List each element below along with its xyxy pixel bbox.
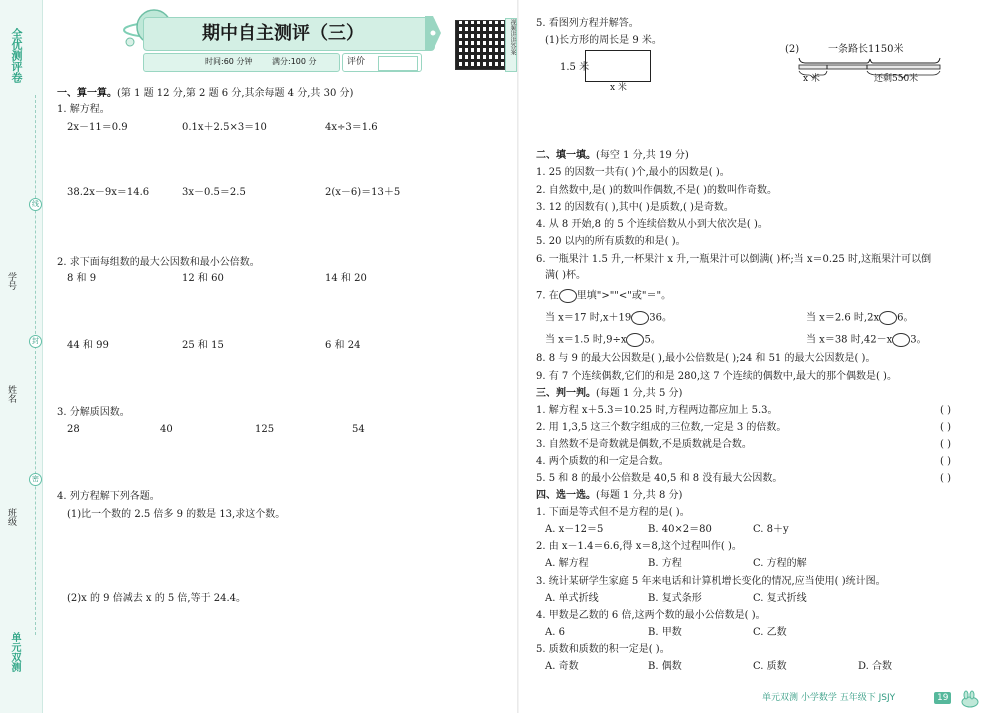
number: 54	[352, 424, 365, 435]
choice-option: D. 合数	[858, 661, 893, 672]
section1-title: 一、算一算。	[57, 88, 117, 99]
choice-option: A. x－12＝5	[545, 524, 604, 535]
road-total-label: 一条路长1150米	[828, 44, 904, 55]
compare-expr: 当 x＝17 时,x＋19	[545, 312, 632, 324]
choice-question: 4. 甲数是乙数的 6 倍,这两个数的最小公倍数是( )。	[536, 610, 766, 621]
choice-option: A. 单式折线	[545, 593, 599, 604]
binding-margin	[0, 0, 43, 713]
section2-note: (每空 1 分,共 19 分)	[596, 150, 689, 161]
answer-paren[interactable]: ( )	[940, 405, 951, 416]
rect-width-label: x 米	[610, 83, 627, 93]
section2-heading	[536, 150, 689, 162]
q5-part1: (1)长方形的周长是 9 米。	[545, 35, 662, 46]
judge-item: 1. 解方程 x＋5.3＝10.25 时,方程两边都应加上 5.3。	[536, 405, 778, 416]
brand-label: 全优测评卷	[10, 28, 23, 83]
fill-question: 5. 20 以内的所有质数的和是( )。	[536, 236, 686, 247]
blank-circle	[626, 333, 644, 347]
compare-item	[545, 311, 672, 325]
q3-label: 3. 分解质因数。	[57, 407, 130, 418]
compare-expr: 当 x＝1.5 时,9÷x	[545, 334, 627, 346]
qr-label: 视频讲讲答案	[505, 18, 517, 72]
page-fold	[517, 0, 519, 713]
choice-option: A. 解方程	[545, 558, 589, 569]
section4-heading	[536, 490, 682, 502]
compare-value: 6。	[897, 312, 914, 324]
choice-option: A. 6	[545, 627, 565, 638]
fill-question: 3. 12 的因数有( ),其中( )是质数,( )是奇数。	[536, 202, 734, 213]
equation: 38.2x－9x＝14.6	[67, 187, 150, 198]
answer-paren[interactable]: ( )	[940, 439, 951, 450]
choice-option: C. 8＋y	[753, 524, 789, 535]
number-pair: 25 和 15	[182, 340, 224, 351]
section1-heading	[57, 88, 353, 100]
choice-option: B. 复式条形	[648, 593, 702, 604]
eval-label: 评价	[347, 57, 366, 67]
answer-paren[interactable]: ( )	[940, 456, 951, 467]
cut-line	[35, 95, 36, 635]
fill-question: 8. 8 与 9 的最大公因数是( ),最小公倍数是( );24 和 51 的最大公因数是( )。	[536, 353, 876, 364]
choice-question: 3. 统计某研学生家庭 5 年来电话和计算机增长变化的情况,应当使用( )统计图。	[536, 576, 886, 587]
choice-option: B. 偶数	[648, 661, 682, 672]
judge-item: 4. 两个质数的和一定是合数。	[536, 456, 669, 467]
compare-item	[545, 333, 661, 347]
choice-question: 2. 由 x－1.4＝6.6,得 x＝8,这个过程叫作( )。	[536, 541, 742, 552]
fill-question: 满( )杯。	[545, 270, 586, 281]
equation: 2(x－6)＝13＋5	[325, 187, 401, 198]
compare-value: 36。	[649, 312, 672, 324]
equation: 2x－11＝0.9	[67, 122, 128, 133]
dot-mi: 密	[29, 473, 42, 486]
section3-note: (每题 1 分,共 5 分)	[596, 388, 683, 399]
q5-part2: (2)	[785, 44, 800, 55]
field-banji: 班级	[6, 508, 16, 526]
field-xuehao: 学号	[6, 272, 16, 290]
rabbit-icon	[958, 690, 982, 708]
choice-option: B. 40×2＝80	[648, 524, 712, 535]
blank-circle	[559, 289, 577, 303]
compare-expr: 当 x＝2.6 时,2x	[806, 312, 880, 324]
choice-option: B. 方程	[648, 558, 682, 569]
answer-paren[interactable]: ( )	[940, 473, 951, 484]
page-title: 期中自主测评（三）	[202, 23, 364, 44]
compare-expr: 当 x＝38 时,42－x	[806, 334, 893, 346]
dot-feng: 封	[29, 335, 42, 348]
fill-question: 6. 一瓶果汁 1.5 升,一杯果汁 x 升,一瓶果汁可以倒满( )杯;当 x＝0.25 时,这瓶果汁可以倒	[536, 254, 932, 265]
compare-value: 3。	[910, 334, 927, 346]
compare-item	[806, 311, 913, 325]
tag-icon	[425, 16, 441, 50]
answer-paren[interactable]: ( )	[940, 422, 951, 433]
choice-option: C. 方程的解	[753, 558, 807, 569]
number-pair: 44 和 99	[67, 340, 109, 351]
q4-label: 4. 列方程解下列各题。	[57, 491, 160, 502]
section2-title: 二、填一填。	[536, 150, 596, 161]
section1-note: (第 1 题 12 分,第 2 题 6 分,其余每题 4 分,共 30 分)	[117, 88, 354, 99]
logo: 单元双测	[9, 632, 20, 672]
choice-question: 1. 下面是等式但不是方程的是( )。	[536, 507, 690, 518]
score-info: 满分:100 分	[272, 57, 317, 66]
number: 125	[255, 424, 275, 435]
judge-item: 3. 自然数不是奇数就是偶数,不是质数就是合数。	[536, 439, 752, 450]
q5-label: 5. 看图列方程并解答。	[536, 18, 639, 29]
judge-item: 2. 用 1,3,5 这三个数字组成的三位数,一定是 3 的倍数。	[536, 422, 787, 433]
fill-question-7	[536, 289, 671, 303]
section4-title: 四、选一选。	[536, 490, 596, 501]
number-pair: 12 和 60	[182, 273, 224, 284]
number-pair: 8 和 9	[67, 273, 97, 284]
blank-circle	[631, 311, 649, 325]
equation: 3x－0.5＝2.5	[182, 187, 246, 198]
qr-code-icon	[455, 20, 505, 70]
field-xingming: 姓名	[6, 385, 16, 403]
choice-option: B. 甲数	[648, 627, 682, 638]
choice-option: A. 奇数	[545, 661, 579, 672]
q7-lead: 7. 在	[536, 290, 559, 302]
number: 40	[160, 424, 173, 435]
equation: 4x÷3＝1.6	[325, 122, 378, 133]
dot-xian: 线	[29, 198, 42, 211]
equation: 0.1x＋2.5×3＝10	[182, 122, 267, 133]
eval-field	[378, 56, 418, 71]
choice-option: C. 复式折线	[753, 593, 807, 604]
q4-part2: (2)x 的 9 倍减去 x 的 5 倍,等于 24.4。	[67, 593, 247, 604]
section4-note: (每题 1 分,共 8 分)	[596, 490, 683, 501]
choice-question: 5. 质数和质数的积一定是( )。	[536, 644, 670, 655]
fill-question: 4. 从 8 开始,8 的 5 个连续倍数从小到大依次是( )。	[536, 219, 768, 230]
number: 28	[67, 424, 80, 435]
time-info: 时间:60 分钟	[205, 57, 253, 66]
road-x-label: x 米	[803, 74, 820, 84]
footer-text: 单元双测 小学数学 五年级下 JSJY	[762, 693, 896, 703]
rect-height-label: 1.5 米	[560, 62, 590, 73]
compare-item	[806, 333, 927, 347]
choice-option: C. 质数	[753, 661, 787, 672]
number-pair: 6 和 24	[325, 340, 361, 351]
q1-label: 1. 解方程。	[57, 104, 110, 115]
blank-circle	[879, 311, 897, 325]
blank-circle	[892, 333, 910, 347]
section3-heading	[536, 388, 682, 400]
page-number: 19	[934, 692, 951, 704]
road-left-label: 还剩550米	[874, 74, 919, 84]
fill-question: 2. 自然数中,是( )的数叫作偶数,不是( )的数叫作奇数。	[536, 185, 778, 196]
q7-rest: 里填">""<"或"＝"。	[576, 290, 672, 302]
number-pair: 14 和 20	[325, 273, 367, 284]
q4-part1: (1)比一个数的 2.5 倍多 9 的数是 13,求这个数。	[67, 509, 286, 520]
fill-question: 1. 25 的因数一共有( )个,最小的因数是( )。	[536, 167, 730, 178]
rectangle-figure	[585, 50, 651, 82]
fill-question: 9. 有 7 个连续偶数,它们的和是 280,这 7 个连续的偶数中,最大的那个偶数是( )。	[536, 371, 897, 382]
q2-label: 2. 求下面每组数的最大公因数和最小公倍数。	[57, 257, 260, 268]
compare-value: 5。	[644, 334, 661, 346]
section3-title: 三、判一判。	[536, 388, 596, 399]
choice-option: C. 乙数	[753, 627, 787, 638]
judge-item: 5. 5 和 8 的最小公倍数是 40,5 和 8 没有最大公因数。	[536, 473, 783, 484]
